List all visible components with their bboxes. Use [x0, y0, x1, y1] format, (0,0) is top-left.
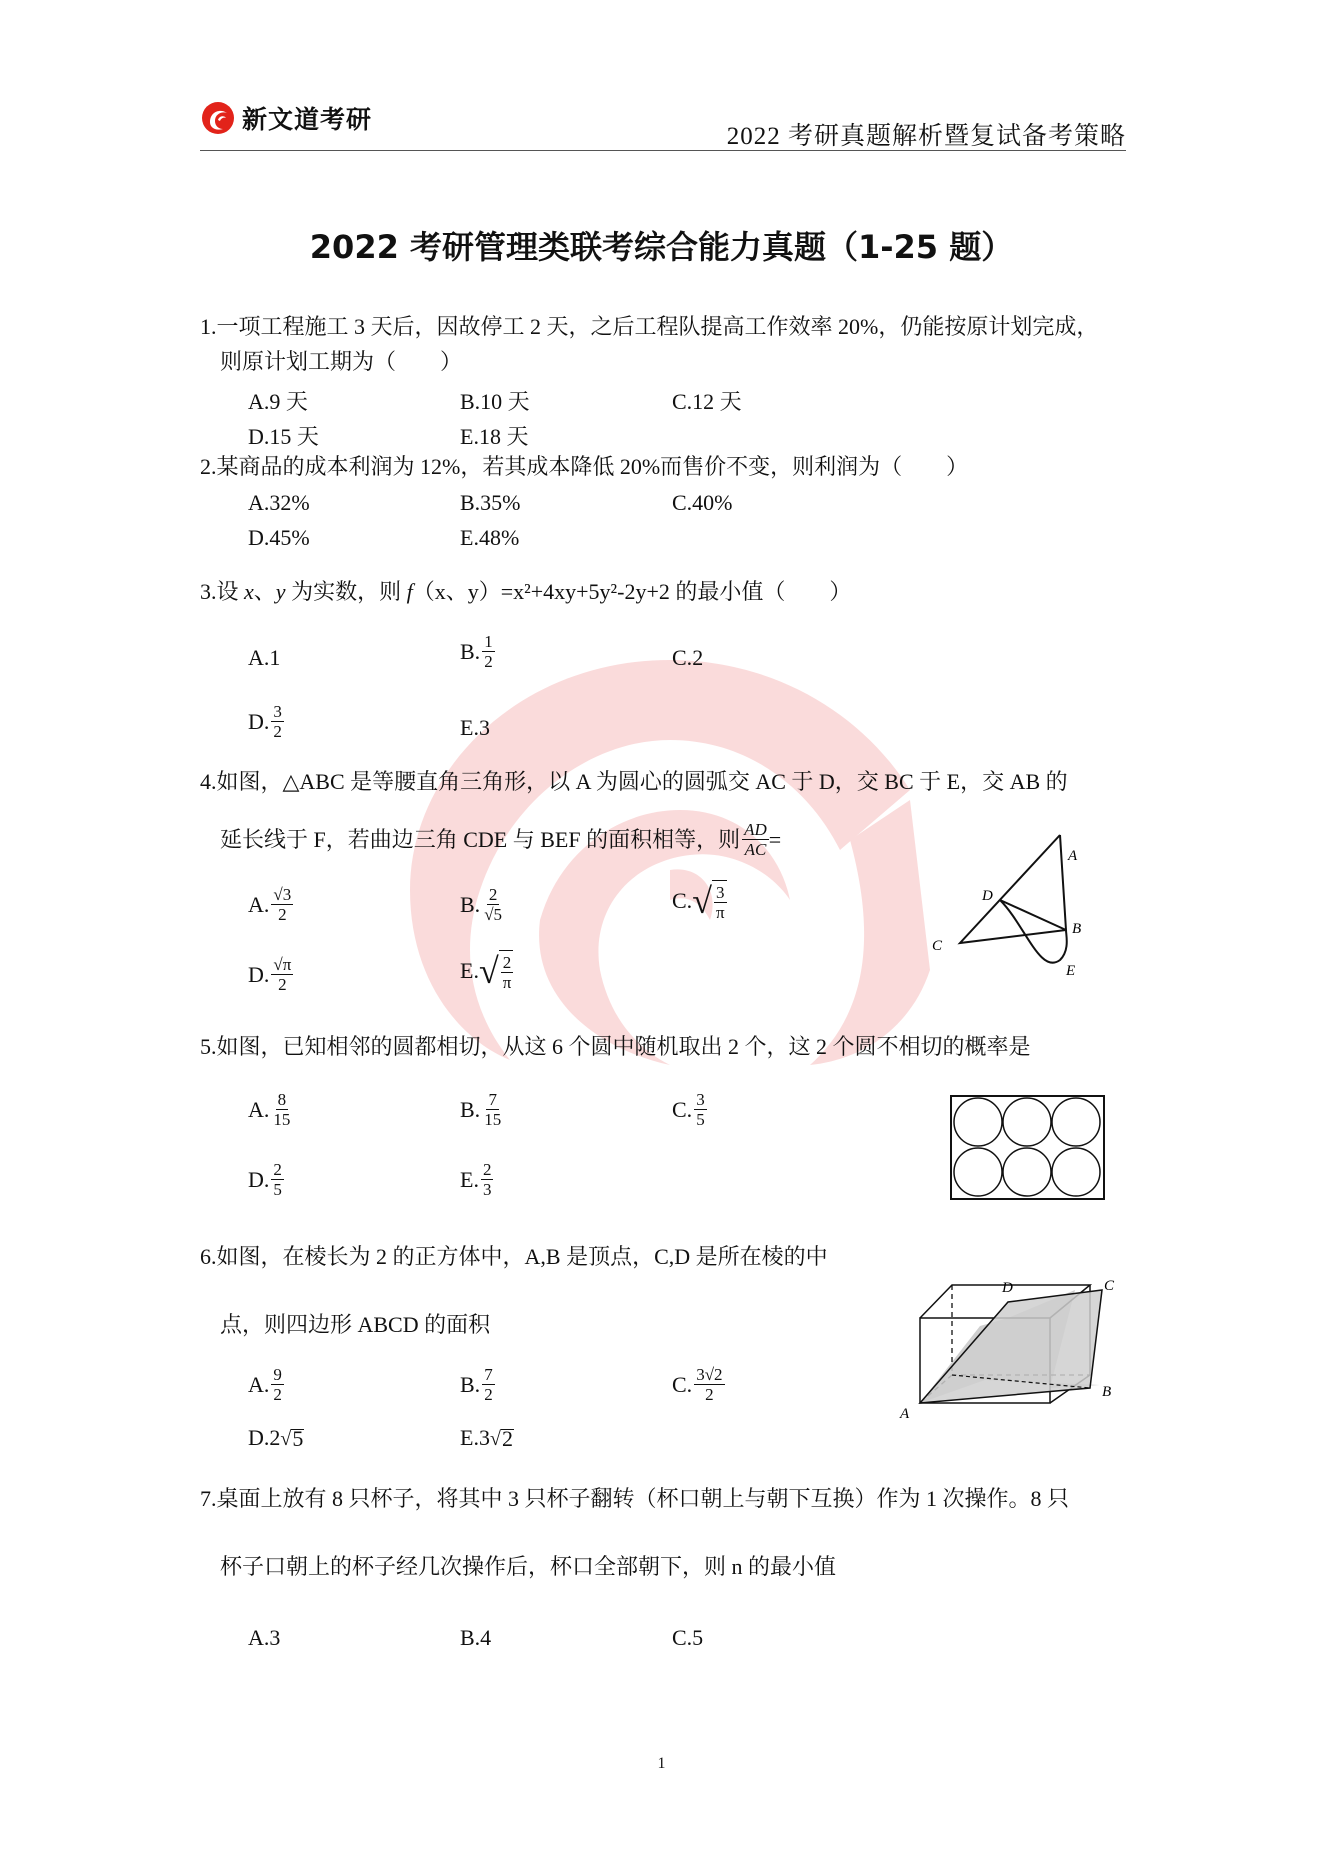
circle: [1003, 1098, 1051, 1146]
question-5-option-d: D. $\frac{2}{5}$: [248, 1160, 282, 1199]
document-title: 2022 考研管理类联考综合能力真题（1-25 题）: [309, 228, 1014, 266]
question-2-option-d: D.45%: [248, 525, 310, 550]
question-2-option-a: A.32%: [248, 490, 310, 515]
question-3-option-e: E. 3: [460, 715, 490, 740]
question-1-stem-line2: 则原计划工期为（ ）: [220, 349, 463, 374]
question-4-option-b: B. $\frac{2}{√5}$: [460, 885, 503, 924]
question-7-option-a: A.3: [248, 1625, 281, 1650]
question-4-option-e: E. √ $\frac{2}{\pi}$: [460, 951, 512, 993]
label-c: C: [1104, 1278, 1115, 1294]
label-d: D: [1002, 1280, 1013, 1296]
circle: [1052, 1148, 1100, 1196]
question-2-stem: 2.某商品的成本利润为 12%，若其成本降低 20%而售价不变，则利润为（ ）: [200, 454, 969, 479]
question-5-stem: 5.如图，已知相邻的圆都相切，从这 6 个圆中随机取出 2 个，这 2 个圆不相切的概率是: [200, 1034, 1031, 1059]
question-2-option-e: E.48%: [460, 525, 520, 550]
question-1-option-a: A.9 天: [248, 389, 308, 414]
header-title: 2022 考研真题解析暨复试备考策略: [726, 123, 1126, 150]
label-d: D: [982, 888, 993, 904]
arc-chord: [1000, 900, 1066, 930]
question-1-stem-line1: 1.一项工程施工 3 天后，因故停工 2 天，之后工程队提高工作效率 20%，仍能按原计划完成，: [200, 314, 1099, 339]
question-7-option-c: C.5: [672, 1625, 704, 1650]
circle: [954, 1148, 1002, 1196]
question-4-option-a: A. $\frac{√3}{2}$: [248, 885, 292, 924]
question-3-option-d: D. $\frac{3}{2}$: [248, 702, 282, 741]
question-7-stem-line2: 杯子口朝上的杯子经几次操作后，杯口全部朝下，则 n 的最小值: [220, 1554, 837, 1579]
question-1-option-e: E.18 天: [460, 424, 529, 449]
circle: [1003, 1148, 1051, 1196]
question-5-figure: [950, 1095, 1105, 1200]
question-1-option-b: B.10 天: [460, 389, 530, 414]
question-4-stem-line1: 4.如图，△ABC 是等腰直角三角形，以 A 为圆心的圆弧交 AC 于 D，交 BC 于 E，交 AB 的: [200, 769, 1068, 794]
label-b: B: [1102, 1384, 1112, 1400]
question-1-option-c: C.12 天: [672, 389, 742, 414]
question-5-option-e: E. $\frac{2}{3}$: [460, 1160, 492, 1199]
phoenix-logo-icon: [200, 100, 236, 136]
question-5-option-a: A. $\frac{8}{15}$: [248, 1090, 291, 1129]
question-6-option-b: B. $\frac{7}{2}$: [460, 1365, 493, 1404]
question-5-option-c: C. $\frac{3}{5}$: [672, 1090, 705, 1129]
question-6-option-d: D. 2 √ 5: [248, 1425, 304, 1451]
circle: [954, 1098, 1002, 1146]
header-divider: [200, 150, 1126, 151]
label-e: E: [1066, 963, 1076, 979]
brand-logo: [200, 98, 372, 138]
question-6-stem-line2: 点，则四边形 ABCD 的面积: [220, 1312, 491, 1337]
label-a: A: [1068, 848, 1078, 864]
question-4-option-d: D. $\frac{√\pi}{2}$: [248, 955, 292, 994]
label-a: A: [900, 1406, 910, 1422]
question-6-stem-line1: 6.如图，在棱长为 2 的正方体中，A,B 是顶点，C,D 是所在棱的中: [200, 1244, 828, 1269]
question-1-option-d: D.15 天: [248, 424, 319, 449]
question-2-option-b: B.35%: [460, 490, 521, 515]
question-6-figure: [890, 1270, 1120, 1430]
page-number: 1: [657, 1755, 666, 1772]
label-b: B: [1072, 921, 1082, 937]
quadrilateral-abcd: [920, 1290, 1102, 1403]
question-7-stem-line1: 7.桌面上放有 8 只杯子，将其中 3 只杯子翻转（杯口朝上与朝下互换）作为 1 次操作。8 只: [200, 1486, 1070, 1511]
question-4-figure: [920, 825, 1100, 985]
question-6-option-e: E. 3 √ 2: [460, 1425, 513, 1451]
question-6-option-c: C. $\frac{3√2}{2}$: [672, 1365, 723, 1404]
question-3-stem: 3.设 x、y 为实数，则 f（x、y）=x²+4xy+5y²-2y+2 的最小值（ ）: [200, 579, 852, 604]
question-4-stem-line2: 延长线于 F，若曲边三角 CDE 与 BEF 的面积相等，则 $\frac{AD}{AC}$ =: [220, 820, 782, 859]
question-7-option-b: B.4: [460, 1625, 492, 1650]
question-3-option-a: A. 1: [248, 645, 281, 670]
question-5-option-b: B. $\frac{7}{15}$: [460, 1090, 502, 1129]
question-2-option-c: C.40%: [672, 490, 733, 515]
circle: [1052, 1098, 1100, 1146]
watermark-logo: [370, 650, 970, 1070]
question-3-option-b: B. $\frac{1}{2}$: [460, 632, 493, 671]
brand-name: 新文道考研: [242, 105, 373, 134]
label-c: C: [932, 938, 943, 954]
question-3-option-c: C. 2: [672, 645, 704, 670]
question-4-option-c: C. √ $\frac{3}{\pi}$: [672, 881, 725, 923]
question-6-option-a: A. $\frac{9}{2}$: [248, 1365, 282, 1404]
